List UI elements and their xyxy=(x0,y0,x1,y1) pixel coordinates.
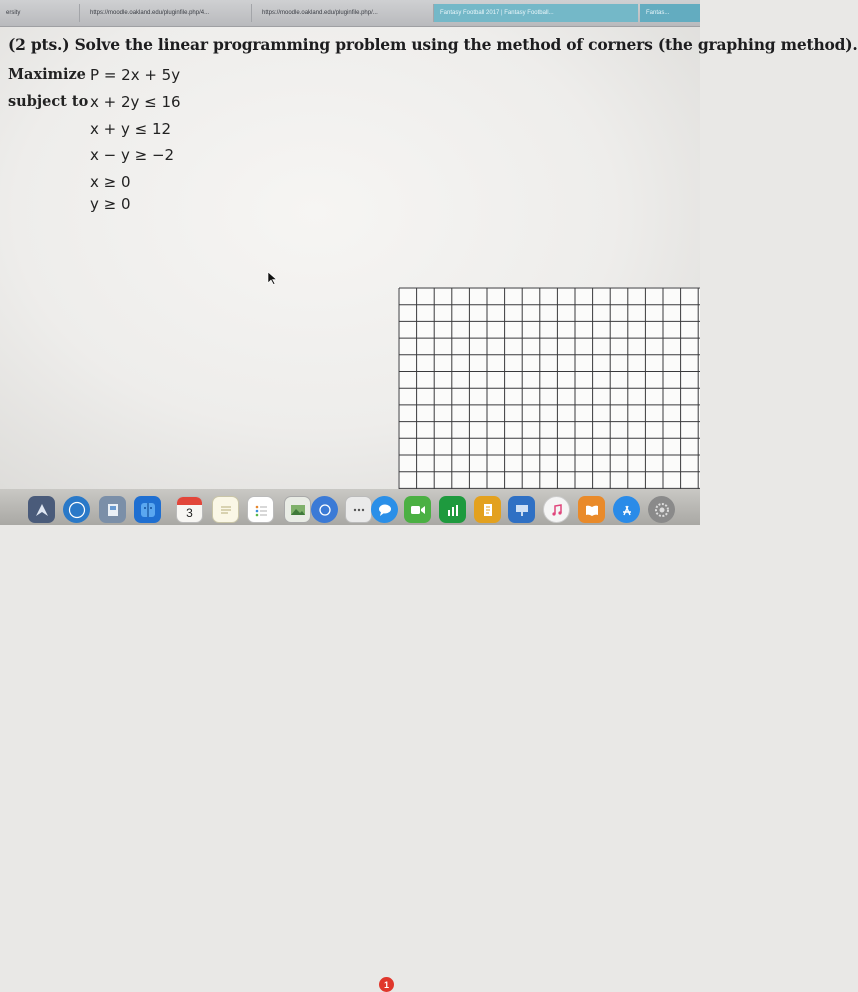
calendar-icon[interactable] xyxy=(176,496,203,523)
constraint: x − y ≥ −2 xyxy=(90,146,175,164)
facetime-icon[interactable] xyxy=(311,496,338,523)
objective-function: P = 2x + 5y xyxy=(90,66,181,84)
browser-tab[interactable]: Fantas... xyxy=(640,4,700,22)
preview-icon[interactable] xyxy=(99,496,126,523)
constraint: x + 2y ≤ 16 xyxy=(90,93,181,111)
graph-grid xyxy=(398,287,700,489)
subject-to-label: subject to xyxy=(8,93,89,110)
app-store-icon[interactable] xyxy=(613,496,640,523)
finder-icon[interactable] xyxy=(134,496,161,523)
launchpad-icon[interactable] xyxy=(28,496,55,523)
pages-icon[interactable] xyxy=(474,496,501,523)
mouse-pointer-icon xyxy=(267,271,279,285)
constraint: x + y ≤ 12 xyxy=(90,120,172,138)
maximize-label: Maximize xyxy=(8,66,86,83)
messages-icon[interactable] xyxy=(371,496,398,523)
notification-badge: 1 xyxy=(379,977,394,992)
reminders-icon[interactable] xyxy=(247,496,274,523)
notes-icon[interactable] xyxy=(212,496,239,523)
itunes-icon[interactable] xyxy=(543,496,570,523)
browser-tab-active[interactable]: Fantasy Football 2017 | Fantasy Football... xyxy=(434,4,638,22)
facetime-video-icon[interactable] xyxy=(404,496,431,523)
keynote-icon[interactable] xyxy=(508,496,535,523)
ibooks-icon[interactable] xyxy=(578,496,605,523)
constraint: x ≥ 0 xyxy=(90,173,131,191)
calendar-day: 3 xyxy=(186,506,193,520)
contacts-icon[interactable] xyxy=(345,496,372,523)
numbers-icon[interactable] xyxy=(439,496,466,523)
document-page xyxy=(0,27,858,489)
safari-icon[interactable] xyxy=(63,496,90,523)
system-preferences-icon[interactable] xyxy=(648,496,675,523)
graph-paper xyxy=(398,287,700,489)
constraint: y ≥ 0 xyxy=(90,195,131,213)
photos-icon[interactable] xyxy=(284,496,311,523)
browser-tab[interactable]: ersity xyxy=(0,4,80,22)
browser-tab-bar xyxy=(0,0,700,27)
browser-tab[interactable]: https://moodle.oakland.edu/pluginfile.php/4... xyxy=(84,4,252,22)
problem-title: (2 pts.) Solve the linear programming problem using the method of corners (the graphing method). xyxy=(8,35,858,54)
browser-tab[interactable]: https://moodle.oakland.edu/pluginfile.php/... xyxy=(256,4,434,22)
dock xyxy=(0,489,700,990)
